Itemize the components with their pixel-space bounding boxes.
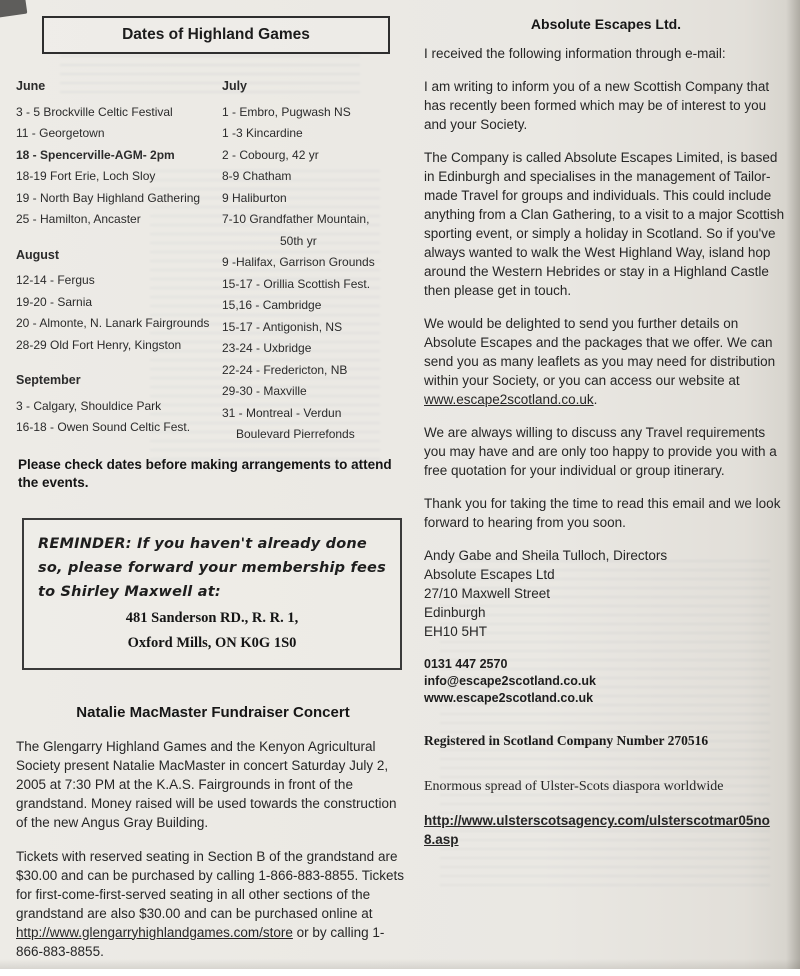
membership-reminder-box xyxy=(22,518,402,670)
date-item: 29-30 - Maxville xyxy=(222,384,307,398)
date-item: 25 - Hamilton, Ancaster xyxy=(16,212,141,226)
date-item: 11 - Georgetown xyxy=(16,126,105,140)
email-paragraph-1: I am writing to inform you of a new Scottish Company that has recently been formed which may be of interest to you and your Society. xyxy=(424,79,770,132)
signature-line: Absolute Escapes Ltd xyxy=(424,567,555,582)
dates-list xyxy=(16,76,410,446)
date-item: 7-10 Grandfather Mountain, xyxy=(222,212,370,226)
month-header-july: July xyxy=(222,79,248,93)
email-paragraph-2: The Company is called Absolute Escapes Limited, is based in Edinburgh and specialises in the management of Tailor-made Travel for groups and individuals. This could include anything from a Clan Gathering, to a visit to a major Scottish sporting event, or simply a holiday in Scotland. So if you've always wanted to walk the West Highland Way, island hop around the Western Hebrides or stay in a Highland Castle then please get in touch. xyxy=(424,150,785,298)
ulster-scots-link-wrap xyxy=(424,811,776,849)
ulster-scots-note: Enormous spread of Ulster-Scots diaspora worldwide xyxy=(424,779,724,794)
date-item: 31 - Montreal - Verdun xyxy=(222,405,342,420)
left-column xyxy=(16,12,410,976)
date-item: 22-24 - Fredericton, NB xyxy=(222,362,348,377)
reminder-text-line: REMINDER: If you haven't already done xyxy=(38,535,367,552)
concert-paragraph-2-tail: or by calling 1-866-883-8855. xyxy=(16,924,385,959)
signature-block xyxy=(424,546,788,641)
reminder-text-line: so, please forward your membership fees xyxy=(38,559,386,576)
concert-paragraph-2-text: Tickets with reserved seating in Section B of the grandstand are $30.00 and can be purchased by calling 1-866-883-8855. Tickets for first-come-first-served seating in all other sections of the grandstand are also $30.00 and can be purchased online at xyxy=(16,848,405,921)
dates-column-b xyxy=(222,76,410,446)
date-item: 18-19 Fort Erie, Loch Sloy xyxy=(16,169,156,183)
phone-number: 0131 447 2570 xyxy=(424,657,508,671)
ulster-scots-link[interactable]: http://www.ulsterscotsagency.com/ulsterscotmar05no8.asp xyxy=(424,813,770,847)
concert-paragraph-1: The Glengarry Highland Games and the Kenyon Agricultural Society present Natalie MacMaster in concert Saturday July 2, 2005 at 7:30 PM at the K.A.S. Fairgrounds in front of the grandstand. Money raised will be used towards the construction of the new Angus Gray Building. xyxy=(16,738,397,830)
date-item: 3 - Calgary, Shouldice Park xyxy=(16,398,162,413)
month-header-june: June xyxy=(16,79,46,93)
email-paragraph-3 xyxy=(424,314,788,409)
month-header-august: August xyxy=(16,247,60,262)
date-item: 8-9 Chatham xyxy=(222,169,292,183)
reminder-address-line: Oxford Mills, ON K0G 1S0 xyxy=(127,634,297,651)
concert-heading: Natalie MacMaster Fundraiser Concert xyxy=(76,703,350,721)
date-item: 12-14 - Fergus xyxy=(16,273,95,287)
email-paragraph-4: We are always willing to discuss any Travel requirements you may have and are only too happy to provide you with a free quotation for your individual or group itinerary. xyxy=(424,425,777,478)
email-paragraph-3-text: We would be delighted to send you further details on Absolute Escapes and the packages that we offer. We can send you as many leaflets as you may need for distribution within your Society, or you can access our website at xyxy=(424,316,776,388)
signature-line: Andy Gabe and Sheila Tulloch, Directors xyxy=(424,548,668,563)
date-item: 15-17 - Antigonish, NS xyxy=(222,319,343,334)
date-item-continuation: Boulevard Pierrefonds xyxy=(236,427,355,441)
date-item: 28-29 Old Fort Henry, Kingston xyxy=(16,337,182,352)
check-dates-note: Please check dates before making arrangements to attend the events. xyxy=(18,456,392,490)
signature-line: Edinburgh xyxy=(424,605,486,620)
date-item: 2 - Cobourg, 42 yr xyxy=(222,147,319,162)
date-item: 15-17 - Orillia Scottish Fest. xyxy=(222,276,371,291)
right-column xyxy=(424,16,788,849)
glengarry-store-link[interactable]: http://www.glengarryhighlandgames.com/store xyxy=(16,924,293,940)
contact-email: info@escape2scotland.co.uk xyxy=(424,674,596,688)
date-item: 1 -3 Kincardine xyxy=(222,126,303,140)
signature-line: 27/10 Maxwell Street xyxy=(424,586,551,601)
date-item: 9 Haliburton xyxy=(222,190,287,205)
date-item: 9 -Halifax, Garrison Grounds xyxy=(222,255,375,269)
dates-column-a xyxy=(16,76,222,446)
date-item: 19-20 - Sarnia xyxy=(16,294,93,309)
month-header-september: September xyxy=(16,373,81,387)
date-item: 1 - Embro, Pugwash NS xyxy=(222,104,351,119)
contact-block xyxy=(424,656,788,707)
contact-website: www.escape2scotland.co.uk xyxy=(424,691,594,705)
escape2scotland-link[interactable]: www.escape2scotland.co.uk xyxy=(424,392,594,407)
signature-line: EH10 5HT xyxy=(424,624,488,639)
date-item: 3 - 5 Brockville Celtic Festival xyxy=(16,104,173,119)
date-item: 19 - North Bay Highland Gathering xyxy=(16,190,201,205)
highland-games-title: Dates of Highland Games xyxy=(42,16,390,54)
date-item: 23-24 - Uxbridge xyxy=(222,341,312,355)
date-item: 20 - Almonte, N. Lanark Fairgrounds xyxy=(16,316,210,330)
concert-paragraph-2 xyxy=(16,847,408,961)
email-paragraph-3-tail: . xyxy=(593,392,598,407)
date-item: 16-18 - Owen Sound Celtic Fest. xyxy=(16,420,191,434)
reminder-text-line: to Shirley Maxwell at: xyxy=(38,583,221,600)
date-item: 15,16 - Cambridge xyxy=(222,298,322,312)
email-paragraph-5: Thank you for taking the time to read this email and we look forward to hearing from you soon. xyxy=(424,496,781,530)
date-item-agm: 18 - Spencerville-AGM- 2pm xyxy=(16,147,175,162)
company-registration: Registered in Scotland Company Number 270516 xyxy=(424,733,709,748)
absolute-escapes-heading: Absolute Escapes Ltd. xyxy=(530,16,682,32)
reminder-address-line: 481 Sanderson RD., R. R. 1, xyxy=(125,609,299,626)
email-intro: I received the following information through e-mail: xyxy=(424,46,726,61)
scan-shadow-right xyxy=(786,0,800,969)
date-item-continuation: 50th yr xyxy=(280,233,317,248)
